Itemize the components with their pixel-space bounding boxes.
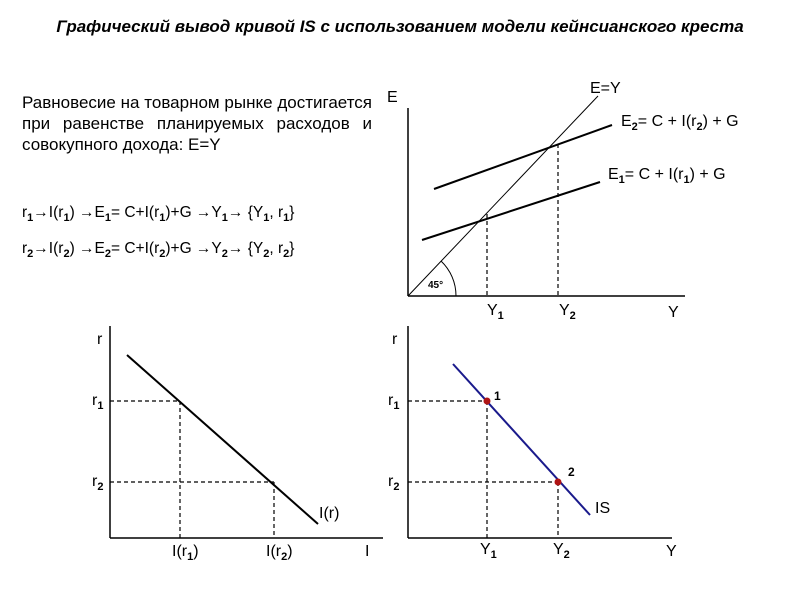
inv-r1-label: $r_1$ — [92, 392, 104, 412]
is-x-axis-label: Y — [666, 543, 677, 560]
is-r1-label: $r_1$ — [388, 392, 400, 412]
is-y2-label: $Y_2$ — [553, 541, 570, 561]
is-curve — [453, 364, 590, 515]
is-point-1-label: 1 — [494, 389, 501, 403]
is-graph — [388, 326, 677, 561]
line-45-degree — [408, 96, 598, 296]
inv-i1-label: $I(r_1)$ — [172, 543, 199, 563]
line-45-label: E=Y — [590, 80, 621, 97]
inv-i2-label: $I(r_2)$ — [266, 543, 293, 563]
is-point-2-label: 2 — [568, 465, 575, 479]
e2-line — [434, 125, 612, 189]
e2-label: $E_2= C + I(r_2) + G$ — [621, 113, 739, 133]
cross-x-axis-label: Y — [668, 304, 679, 321]
equilibrium-description: Равновесие на товарном рынке достигается при равенстве планируемых расходов и совокупного дохода: E=Y — [22, 93, 372, 154]
chain-r2: $r_2\to I(r_2) \to E_2= C+I(r_2)+G \to Y_2\to \{Y_2$, $r_2$} — [22, 240, 295, 261]
cross-y-axis-label: E — [387, 89, 398, 106]
inv-r2-label: $r_2$ — [92, 473, 104, 493]
page-title: Графический вывод кривой IS с использованием модели кейнсианского креста — [56, 17, 744, 36]
is-point-2 — [555, 479, 562, 486]
investment-curve — [127, 355, 318, 524]
is-y1-label: $Y_1$ — [480, 541, 497, 561]
e1-line — [422, 182, 600, 240]
cross-y2-tick: $Y_2$ — [559, 302, 576, 322]
inv-y-axis-label: r — [97, 331, 103, 348]
angle-label: 45° — [428, 280, 444, 291]
investment-graph — [92, 326, 383, 563]
keynesian-cross — [387, 80, 739, 322]
is-r2-label: $r_2$ — [388, 473, 400, 493]
is-y-axis-label: r — [392, 331, 398, 348]
chain-r1: $r_1\to I(r_1) \to E_1= C+I(r_1)+G \to Y_1\to \{Y_1$, $r_1$} — [22, 204, 295, 225]
e1-label: $E_1= C + I(r_1) + G$ — [608, 166, 726, 186]
angle-arc — [441, 261, 456, 296]
is-point-1 — [484, 398, 491, 405]
investment-curve-label: I(r) — [319, 505, 340, 522]
is-curve-label: IS — [595, 500, 611, 517]
cross-y1-tick: $Y_1$ — [487, 302, 504, 322]
inv-x-axis-label: I — [365, 543, 370, 560]
